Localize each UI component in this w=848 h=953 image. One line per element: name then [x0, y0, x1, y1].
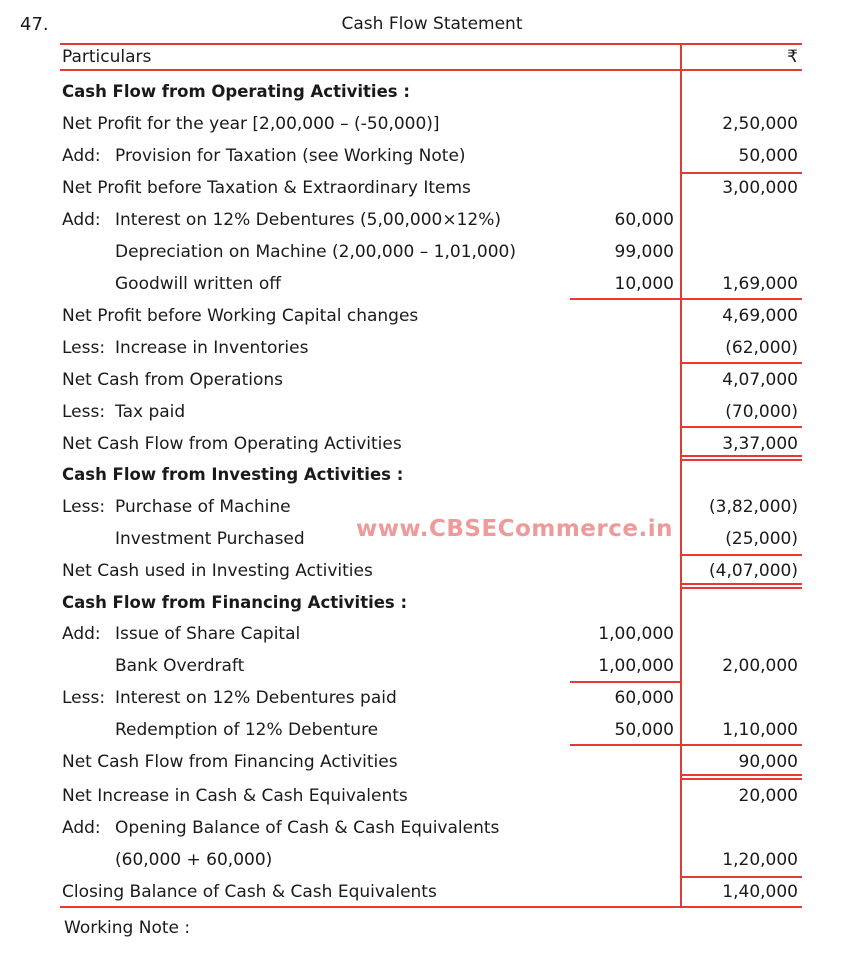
row-amount: 2,50,000 [722, 114, 798, 134]
table-row [0, 460, 848, 492]
row-prefix: Less: [62, 338, 106, 358]
row-prefix: Less: [62, 688, 106, 708]
row-label-text: Opening Balance of Cash & Cash Equivalents [115, 818, 500, 838]
row-amount: 1,10,000 [722, 720, 798, 740]
row-sub-amount: 50,000 [614, 720, 674, 740]
row-amount: (70,000) [725, 402, 798, 422]
row-label [62, 402, 185, 422]
row-label: Bank Overdraft [115, 656, 245, 676]
row-amount: 2,00,000 [722, 656, 798, 676]
section-heading: Cash Flow from Financing Activities : [62, 593, 408, 612]
watermark: www.CBSECommerce.in [356, 516, 673, 542]
row-amount: 1,69,000 [722, 274, 798, 294]
row-amount: 3,37,000 [722, 434, 798, 454]
table-row [0, 651, 848, 683]
row-sub-amount: 99,000 [614, 242, 674, 262]
row-prefix: Add: [62, 624, 101, 644]
row-label: Redemption of 12% Debenture [115, 720, 379, 740]
row-amount: 90,000 [738, 752, 798, 772]
table-row [0, 556, 848, 588]
row-sub-amount: 10,000 [614, 274, 674, 294]
row-label [62, 210, 501, 230]
row-amount: 1,20,000 [722, 850, 798, 870]
table-row [0, 683, 848, 715]
row-sub-amount: 60,000 [614, 210, 674, 230]
row-label [62, 818, 499, 838]
row-label: Net Cash Flow from Operating Activities [62, 434, 402, 454]
table-row [0, 845, 848, 877]
question-number: 47. [20, 14, 49, 35]
row-label: (60,000 + 60,000) [115, 850, 273, 870]
row-amount: (4,07,000) [709, 561, 798, 581]
row-amount: 4,69,000 [722, 306, 798, 326]
table-top-rule [60, 43, 802, 45]
row-amount: 4,07,000 [722, 370, 798, 390]
row-prefix: Add: [62, 818, 101, 838]
row-label: Net Increase in Cash & Cash Equivalents [62, 786, 408, 806]
row-amount: (25,000) [725, 529, 798, 549]
row-label: Net Cash used in Investing Activities [62, 561, 373, 581]
row-label-text: Interest on 12% Debentures (5,00,000×12%) [115, 210, 502, 230]
table-row [0, 747, 848, 779]
table-row [0, 301, 848, 333]
row-label [62, 146, 466, 166]
table-row [0, 429, 848, 461]
row-label: Net Cash Flow from Financing Activities [62, 752, 398, 772]
row-label [62, 497, 291, 517]
table-row [0, 781, 848, 813]
table-row [0, 109, 848, 141]
table-row [0, 588, 848, 620]
row-label: Depreciation on Machine (2,00,000 – 1,01,000) [115, 242, 516, 262]
row-label: Net Profit before Taxation & Extraordinary Items [62, 178, 471, 198]
statement-title: Cash Flow Statement [341, 14, 523, 34]
row-amount: 50,000 [738, 146, 798, 166]
row-amount: 20,000 [738, 786, 798, 806]
working-note-label: Working Note : [64, 918, 191, 938]
table-row [0, 813, 848, 845]
row-amount: (3,82,000) [709, 497, 798, 517]
row-label: Closing Balance of Cash & Cash Equivalents [62, 882, 437, 902]
row-amount: (62,000) [725, 338, 798, 358]
section-heading: Cash Flow from Investing Activities : [62, 465, 404, 484]
table-row [0, 77, 848, 109]
row-label [62, 338, 308, 358]
row-label [62, 624, 300, 644]
row-prefix: Less: [62, 497, 106, 517]
row-label [62, 688, 397, 708]
row-label-text: Tax paid [115, 402, 186, 422]
row-prefix: Add: [62, 146, 101, 166]
table-row [0, 397, 848, 429]
table-row [0, 877, 848, 909]
row-label-text: Issue of Share Capital [115, 624, 301, 644]
row-label: Investment Purchased [115, 529, 305, 549]
row-label: Net Profit before Working Capital changes [62, 306, 419, 326]
table-row [0, 365, 848, 397]
row-prefix: Add: [62, 210, 101, 230]
table-row [0, 619, 848, 651]
table-row [0, 173, 848, 205]
row-sub-amount: 60,000 [614, 688, 674, 708]
row-label: Goodwill written off [115, 274, 281, 294]
table-row [0, 141, 848, 173]
table-row [0, 237, 848, 269]
row-label-text: Provision for Taxation (see Working Note) [115, 146, 466, 166]
header-bottom-rule [60, 69, 802, 71]
currency-header: ₹ [787, 47, 798, 67]
row-label: Net Cash from Operations [62, 370, 283, 390]
row-amount: 1,40,000 [722, 882, 798, 902]
table-row [0, 333, 848, 365]
row-label-text: Interest on 12% Debentures paid [115, 688, 397, 708]
row-sub-amount: 1,00,000 [598, 624, 674, 644]
table-row [0, 715, 848, 747]
table-row [0, 269, 848, 301]
row-label-text: Increase in Inventories [115, 338, 309, 358]
row-amount: 3,00,000 [722, 178, 798, 198]
particulars-header: Particulars [62, 47, 152, 67]
row-prefix: Less: [62, 402, 106, 422]
row-label-text: Purchase of Machine [115, 497, 291, 517]
table-row [0, 205, 848, 237]
row-label: Net Profit for the year [2,00,000 – (-50,000)] [62, 114, 440, 134]
row-sub-amount: 1,00,000 [598, 656, 674, 676]
section-heading: Cash Flow from Operating Activities : [62, 82, 410, 101]
